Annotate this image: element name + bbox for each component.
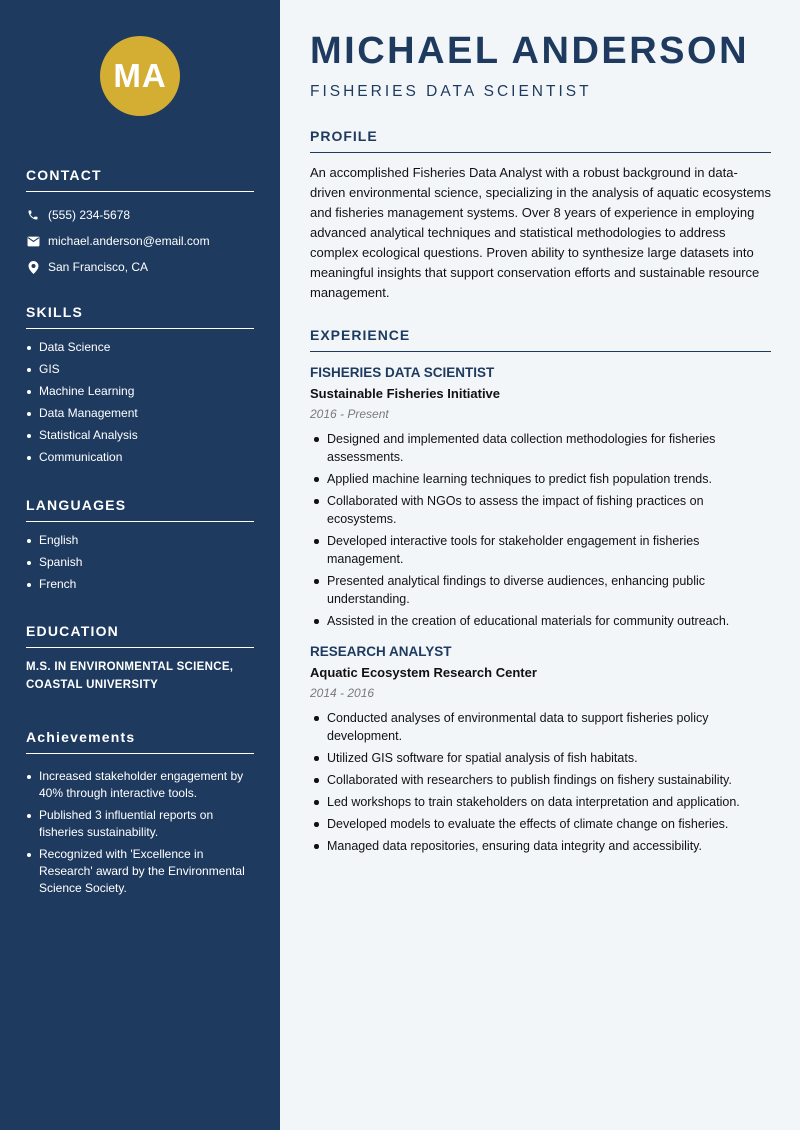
job-bullet: Applied machine learning techniques to predict fish population trends. bbox=[310, 470, 771, 488]
experience-heading: EXPERIENCE bbox=[310, 327, 771, 352]
languages-list bbox=[26, 532, 254, 593]
skills-heading: SKILLS bbox=[26, 304, 254, 329]
company-name: Aquatic Ecosystem Research Center bbox=[310, 665, 537, 680]
person-name: MICHAEL ANDERSON bbox=[310, 30, 750, 72]
avatar-initials: MA bbox=[113, 57, 167, 94]
contact-heading: CONTACT bbox=[26, 167, 254, 192]
experience-section bbox=[310, 327, 771, 859]
skill-item: GIS bbox=[26, 361, 254, 378]
job-dates: 2016 - Present bbox=[310, 407, 389, 421]
education-heading: EDUCATION bbox=[26, 623, 254, 648]
sidebar bbox=[0, 0, 280, 1130]
language-item: English bbox=[26, 532, 254, 549]
skill-item: Data Management bbox=[26, 405, 254, 422]
achievement-item: Increased stakeholder engagement by 40% through interactive tools. bbox=[26, 768, 254, 802]
phone-text: (555) 234-5678 bbox=[48, 208, 131, 222]
main-content bbox=[280, 0, 800, 1130]
skill-item: Data Science bbox=[26, 339, 254, 356]
location-pin-icon bbox=[26, 260, 40, 274]
avatar bbox=[100, 36, 180, 116]
achievement-item: Recognized with 'Excellence in Research' award by the Environmental Science Society. bbox=[26, 846, 254, 897]
contact-email bbox=[26, 228, 254, 254]
job-bullet: Collaborated with researchers to publish findings on fishery sustainability. bbox=[310, 771, 771, 789]
job-entry bbox=[310, 644, 771, 855]
job-entry bbox=[310, 365, 771, 630]
profile-text: An accomplished Fisheries Data Analyst with a robust background in data-driven environmental science, specializing in the analysis of aquatic ecosystems and fisheries management systems. Over 8 years of experience in employing advanced analytical techniques and statistical methodologies to address complex ecological questions. Proven ability to synthesize large datasets into meaningful insights that support conservation efforts and sustainable resource management. bbox=[310, 165, 772, 300]
job-bullet: Presented analytical findings to diverse audiences, enhancing public understanding. bbox=[310, 572, 771, 608]
job-bullet: Managed data repositories, ensuring data integrity and accessibility. bbox=[310, 837, 771, 855]
education-degree: M.S. IN ENVIRONMENTAL SCIENCE, COASTAL UNIVERSITY bbox=[26, 661, 234, 691]
languages-heading: LANGUAGES bbox=[26, 497, 254, 522]
job-bullet: Developed interactive tools for stakeholder engagement in fisheries management. bbox=[310, 532, 771, 568]
company-name: Sustainable Fisheries Initiative bbox=[310, 386, 501, 401]
contact-section bbox=[26, 167, 254, 280]
job-bullet: Conducted analyses of environmental data to support fisheries policy development. bbox=[310, 709, 771, 745]
achievements-heading: Achievements bbox=[26, 729, 254, 754]
location-text: San Francisco, CA bbox=[48, 260, 149, 274]
contact-location bbox=[26, 254, 254, 280]
achievements-list bbox=[26, 768, 254, 897]
languages-section bbox=[26, 497, 254, 598]
education-section bbox=[26, 623, 254, 694]
job-bullet: Designed and implemented data collection methodologies for fisheries assessments. bbox=[310, 430, 771, 466]
skill-item: Statistical Analysis bbox=[26, 427, 254, 444]
skills-section bbox=[26, 304, 254, 471]
email-text[interactable]: michael.anderson@email.com bbox=[48, 234, 210, 248]
job-bullet: Developed models to evaluate the effects of climate change on fisheries. bbox=[310, 815, 771, 833]
job-title: FISHERIES DATA SCIENTIST bbox=[310, 365, 495, 380]
job-bullet: Assisted in the creation of educational materials for community outreach. bbox=[310, 612, 771, 630]
job-bullets bbox=[310, 430, 771, 630]
job-title: RESEARCH ANALYST bbox=[310, 644, 452, 659]
skill-item: Machine Learning bbox=[26, 383, 254, 400]
job-bullets bbox=[310, 709, 771, 855]
phone-icon bbox=[26, 208, 40, 222]
language-item: Spanish bbox=[26, 554, 254, 571]
achievements-section bbox=[26, 729, 254, 902]
job-bullet: Utilized GIS software for spatial analysis of fish habitats. bbox=[310, 749, 771, 767]
profile-heading: PROFILE bbox=[310, 128, 771, 153]
job-bullet: Collaborated with NGOs to assess the impact of fishing practices on ecosystems. bbox=[310, 492, 771, 528]
job-dates: 2014 - 2016 bbox=[310, 686, 375, 700]
profile-section bbox=[310, 128, 771, 303]
achievement-item: Published 3 influential reports on fisheries sustainability. bbox=[26, 807, 254, 841]
job-bullet: Led workshops to train stakeholders on data interpretation and application. bbox=[310, 793, 771, 811]
skills-list bbox=[26, 339, 254, 466]
person-title: FISHERIES DATA SCIENTIST bbox=[310, 83, 592, 100]
skill-item: Communication bbox=[26, 449, 254, 466]
language-item: French bbox=[26, 576, 254, 593]
envelope-icon bbox=[26, 234, 40, 248]
contact-phone bbox=[26, 202, 254, 228]
